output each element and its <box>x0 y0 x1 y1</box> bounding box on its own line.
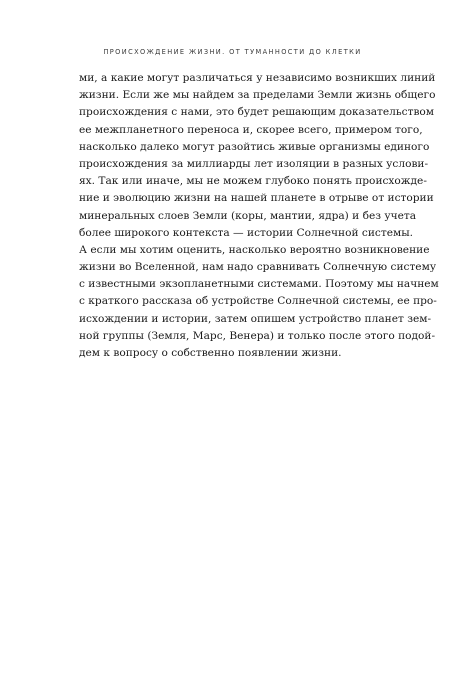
text-line: исхождении и истории, затем опишем устройство планет зем- <box>79 312 432 325</box>
text-line: ми, а какие могут различаться у независимо возникших линий <box>79 72 436 84</box>
running-header: ПРОИСХОЖДЕНИЕ ЖИЗНИ. ОТ ТУМАННОСТИ ДО КЛЕТКИ <box>103 48 362 56</box>
text-line: более широкого контекста — истории Солнечной системы. <box>79 226 414 239</box>
text-line: ях. Так или иначе, мы не можем глубоко понять происхожде- <box>79 175 427 188</box>
text-line: ние и эволюцию жизни на нашей планете в отрыве от истории <box>79 192 434 205</box>
text-line: жизни во Вселенной, нам надо сравнивать Солнечную систему <box>79 261 437 274</box>
text-line: дем к вопросу о собственно появлении жизни. <box>79 347 342 359</box>
text-line: с известными экзопланетными системами. Поэтому мы начнем <box>79 278 439 291</box>
text-line: происхождения с нами, это будет решающим доказательством <box>79 106 435 119</box>
text-line: жизни. Если же мы найдем за пределами Земли жизнь общего <box>79 89 436 102</box>
text-line: происхождения за миллиарды лет изоляции в разных услови- <box>79 157 429 170</box>
text-line: ной группы (Земля, Марс, Венера) и только после этого подой- <box>79 329 436 342</box>
text-line: ее межпланетного переноса и, скорее всего, примером того, <box>79 123 423 136</box>
text-line: минеральных слоев Земли (коры, мантии, ядра) и без учета <box>79 209 417 222</box>
text-line: с краткого рассказа об устройстве Солнечной системы, ее про- <box>79 295 437 308</box>
text-line: А если мы хотим оценить, насколько вероятно возникновение <box>79 243 430 256</box>
body-text <box>79 70 439 362</box>
text-line: насколько далеко могут разойтись живые организмы единого <box>79 140 430 153</box>
